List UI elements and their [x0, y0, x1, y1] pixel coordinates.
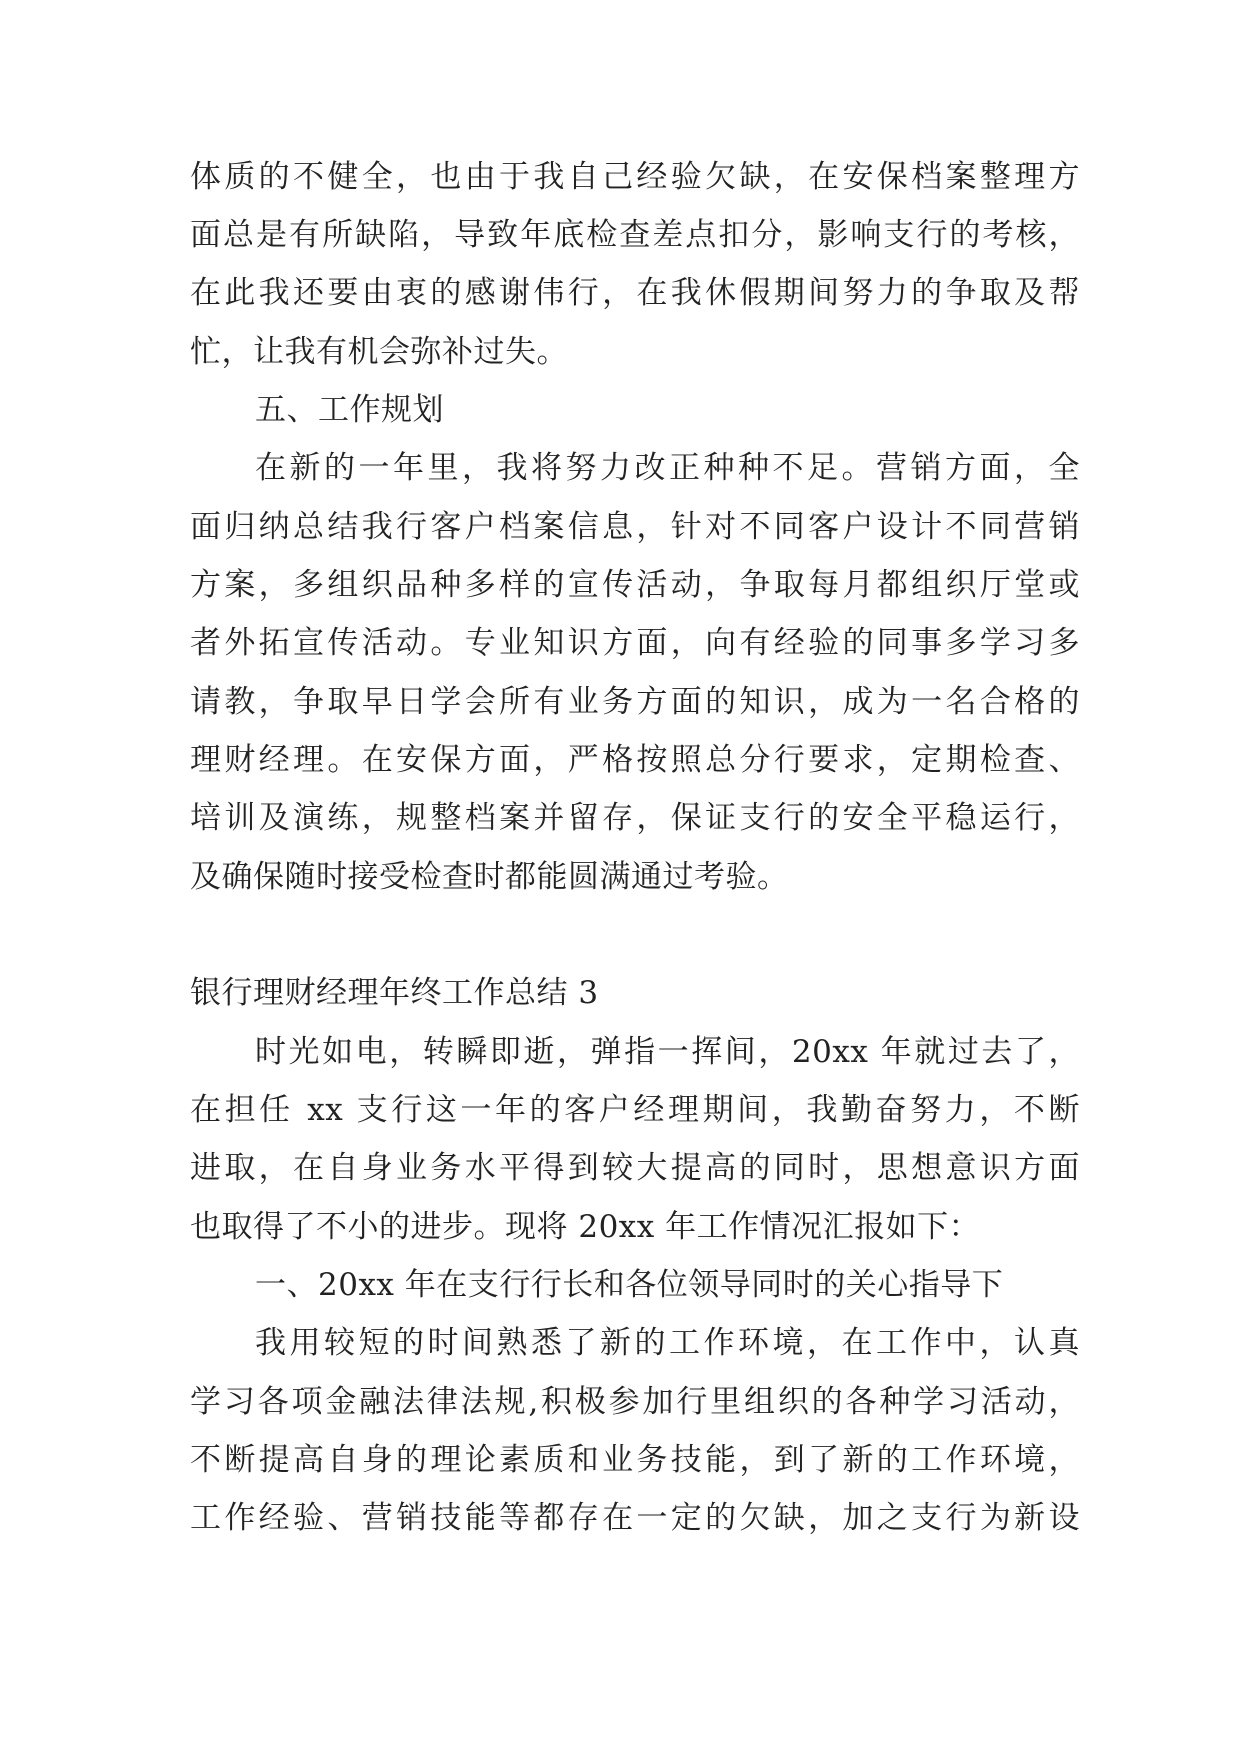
paragraph-line: 进取，在自身业务水平得到较大提高的同时，思想意识方面 — [190, 1150, 1080, 1186]
paragraph-line: 请教，争取早日学会所有业务方面的知识，成为一名合格的 — [190, 684, 1080, 720]
paragraph-line: 及确保随时接受检查时都能圆满通过考验。 — [190, 859, 789, 895]
paragraph-line: 也取得了不小的进步。现将 20xx 年工作情况汇报如下： — [190, 1209, 981, 1245]
paragraph-line: 面总是有所缺陷，导致年底检查差点扣分，影响支行的考核， — [190, 217, 1080, 253]
document-title: 银行理财经理年终工作总结 3 — [190, 975, 599, 1011]
paragraph-line: 在新的一年里，我将努力改正种种不足。营销方面，全 — [255, 450, 1080, 486]
paragraph-line: 理财经理。在安保方面，严格按照总分行要求，定期检查、 — [190, 742, 1080, 778]
paragraph-line: 体质的不健全，也由于我自己经验欠缺，在安保档案整理方 — [190, 159, 1080, 195]
paragraph-line: 者外拓宣传活动。专业知识方面，向有经验的同事多学习多 — [190, 625, 1080, 661]
paragraph-line: 工作经验、营销技能等都存在一定的欠缺，加之支行为新设 — [190, 1500, 1080, 1536]
paragraph-line: 我用较短的时间熟悉了新的工作环境，在工作中，认真 — [255, 1325, 1080, 1361]
paragraph-line: 学习各项金融法律法规,积极参加行里组织的各种学习活动， — [190, 1384, 1080, 1420]
section-heading: 一、20xx 年在支行行长和各位领导同时的关心指导下 — [255, 1267, 1004, 1303]
section-heading: 五、工作规划 — [255, 392, 444, 428]
paragraph-line: 培训及演练，规整档案并留存，保证支行的安全平稳运行， — [190, 800, 1080, 836]
paragraph-line: 方案，多组织品种多样的宣传活动，争取每月都组织厅堂或 — [190, 567, 1080, 603]
paragraph-line: 在此我还要由衷的感谢伟行，在我休假期间努力的争取及帮 — [190, 275, 1080, 311]
paragraph-line: 不断提高自身的理论素质和业务技能，到了新的工作环境， — [190, 1442, 1080, 1478]
paragraph-line: 忙，让我有机会弥补过失。 — [190, 334, 568, 370]
paragraph-line: 时光如电，转瞬即逝，弹指一挥间，20xx 年就过去了， — [255, 1034, 1080, 1070]
paragraph-line: 在担任 xx 支行这一年的客户经理期间，我勤奋努力，不断 — [190, 1092, 1080, 1128]
paragraph-line: 面归纳总结我行客户档案信息，针对不同客户设计不同营销 — [190, 509, 1080, 545]
